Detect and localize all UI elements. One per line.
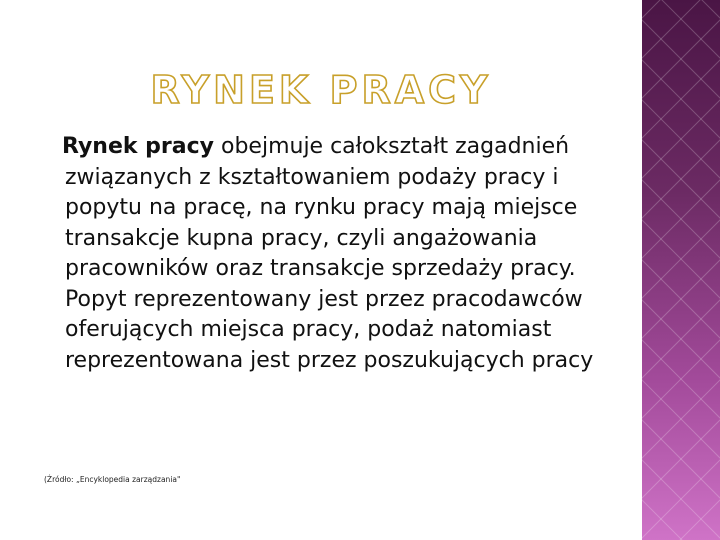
slide-title: RYNEK PRACY xyxy=(150,68,492,112)
body-text-rest: obejmuje całokształt zagadnień związanych z kształtowaniem podaży pracy i popytu na pracę, na rynku pracy mają miejsce transakcje kupna pracy, czyli angażowania pracowników oraz transakcje sprzedaży pracy. Popyt reprezentowany jest przez pracodawców oferujących miejsca pracy, podaż natomiast reprezentowana jest przez poszukujących pracy xyxy=(65,134,594,373)
source-note: (Źródło: „Encyklopedia zarządzania" xyxy=(44,475,181,484)
diamond-pattern xyxy=(642,0,720,540)
body-paragraph xyxy=(40,132,635,376)
decorative-side-band xyxy=(642,0,720,540)
body-lead-term: Rynek pracy xyxy=(62,134,214,159)
